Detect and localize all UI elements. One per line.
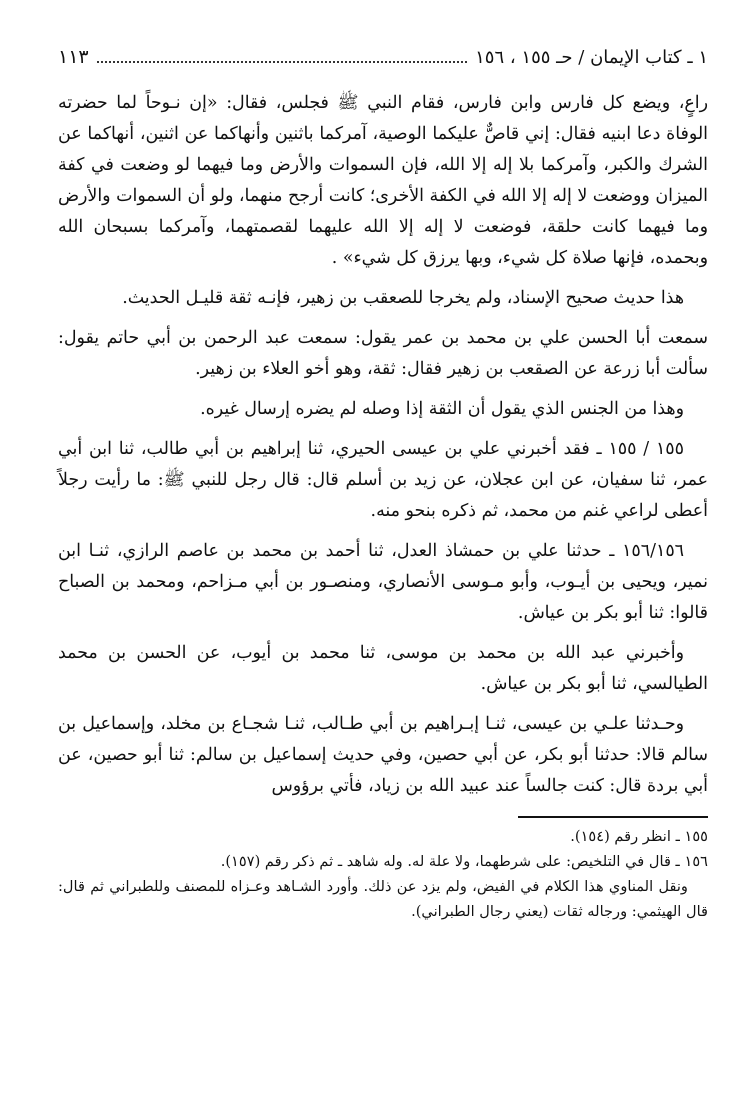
hadith-156: ١٥٦/١٥٦ ـ حدثنا علي بن حمشاذ العدل، ثنا أحمد بن محمد بن عاصم الرازي، ثنـا ابن نمير، ويحيى بن أيـوب، وأبو مـوسى الأنصاري، ومنصـور بن أبي مـزاحم، ومحمد بن الصباح قالوا: ثنا أبو بكر بن عياش. xyxy=(58,541,708,623)
paragraph-4: وهذا من الجنس الذي يقول أن الثقة إذا وصله لم يضره إرسال غيره. xyxy=(200,399,684,419)
page-number: ١١٣ xyxy=(58,46,89,68)
header-dot-leader xyxy=(97,60,468,63)
footnote-156: ١٥٦ ـ قال في التلخيص: على شرطهما، ولا علة له. وله شاهد ـ ثم ذكر رقم (١٥٧). xyxy=(220,853,708,870)
paragraph-7: وأخبرني عبد الله بن محمد بن موسى، ثنا محمد بن أيوب، عن الحسن بن محمد الطيالسي، ثنا أبو بكر بن عياش. xyxy=(58,643,708,694)
paragraph-2: هذا حديث صحيح الإسناد، ولم يخرجا للصعقب بن زهير، فإنـه ثقة قليـل الحديث. xyxy=(122,288,684,308)
paragraph-8: وحـدثنا علـي بن عيسى، ثنـا إبـراهيم بن أبي طـالب، ثنـا شجـاع بن مخلد، وإسماعيل بن سالم قالا: حدثنا أبو بكر، عن أبي حصين، وفي حديث إسماعيل بن سالم: ثنا أبو حصين، عن أبي بردة قال: كنت جالساً عند عبيد الله بن زياد، فأتي برؤوس xyxy=(58,714,708,796)
book-page xyxy=(58,46,708,1096)
footnotes xyxy=(58,824,708,924)
hadith-155: ١٥٥ / ١٥٥ ـ فقد أخبرني علي بن عيسى الحيري، ثنا إبراهيم بن أبي طالب، ثنا ابن أبي عمر، ثنا سفيان، عن ابن عجلان، عن زيد بن أسلم قال: قال رجل للنبي ﷺ: ما رأيت رجلاً أعطى لراعي غنم من محمد، ثم ذكره بنحو منه. xyxy=(58,439,708,521)
header-title: ١ ـ كتاب الإيمان / حـ ١٥٥ ، ١٥٦ xyxy=(475,47,708,68)
footnote-separator xyxy=(518,816,708,818)
main-text xyxy=(58,88,708,802)
footnote-156-continued: ونقل المناوي هذا الكلام في الفيض، ولم يزد عن ذلك. وأورد الشـاهد وعـزاه للمصنف وللطبراني ثم قال: قال الهيثمي: ورجاله ثقات (يعني رجال الطبراني). xyxy=(58,878,708,920)
paragraph-1: راعٍ، ويضع كل فارس وابن فارس، فقام النبي ﷺ فجلس، فقال: «إن نـوحاً لما حضرته الوفاة دعا ابنيه فقال: إني قاصٌّ عليكما الوصية، آمركما باثنين وأنهاكما عن اثنين، أنهاكما عن الشرك والكبر، وآمركما بلا إله إلا الله، فإن السموات والأرض وما فيهما لو وضعت في كفة الميزان ووضعت لا إله إلا الله في الكفة الأخرى؛ كانت أرجح منهما، ولو أن السموات والأرض وما فيهما كانت حلقة، فوضعت لا إله إلا الله عليهما لقصمتهما، وآمركما بسبحان الله وبحمده، فإنها صلاة كل شيء، وبها يرزق كل شيء» . xyxy=(58,93,708,268)
running-header xyxy=(58,46,708,84)
paragraph-3: سمعت أبا الحسن علي بن محمد بن عمر يقول: سمعت عبد الرحمن بن أبي حاتم يقول: سألت أبا زرعة عن الصقعب بن زهير فقال: ثقة، وهو أخو العلاء بن زهير. xyxy=(58,328,708,379)
footnote-155: ١٥٥ ـ انظر رقم (١٥٤). xyxy=(570,828,708,845)
